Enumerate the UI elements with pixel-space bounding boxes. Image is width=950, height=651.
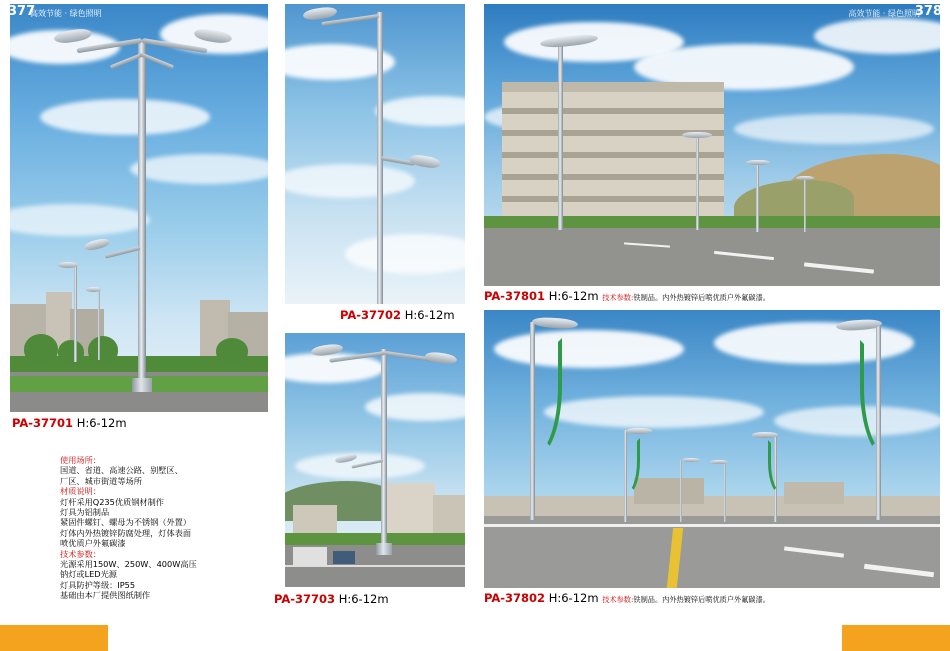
lamp-pole — [724, 462, 726, 522]
figure-height: H:6-12m — [76, 416, 127, 430]
lamp-pole — [98, 290, 100, 360]
spec-line: 国道、省道、高速公路、别墅区、 — [60, 465, 183, 476]
cloud-shape — [544, 396, 764, 428]
building-shape — [502, 196, 724, 202]
figure-height: H:6-12m — [338, 592, 389, 606]
tree-shape — [58, 340, 84, 364]
figure-caption-pa-37703 — [274, 592, 389, 606]
lamp-pole — [138, 40, 146, 390]
building-shape — [381, 483, 435, 539]
building-shape — [502, 108, 724, 114]
figure-code: PA-37702 — [340, 308, 402, 322]
figure-photo-pa-37701 — [10, 4, 268, 412]
vehicle-shape — [333, 551, 355, 564]
tree-shape — [88, 336, 118, 364]
figure-caption-pa-37701 — [12, 416, 127, 430]
spec-line: 钠灯或LED光源 — [60, 569, 117, 580]
cloud-shape — [40, 99, 210, 135]
lamp-head — [796, 176, 814, 180]
tree-shape — [216, 338, 248, 364]
road-marking — [484, 524, 940, 527]
building-shape — [502, 82, 724, 92]
figure-code: PA-37703 — [274, 592, 336, 606]
building-shape — [634, 478, 704, 504]
lamp-pole — [756, 162, 759, 232]
tech-note: 铁制品。内外热镀锌后喷优质户外氟碳漆。 — [633, 293, 770, 302]
figure-photo-pa-37802 — [484, 310, 940, 588]
page-number-right: 378 — [914, 4, 942, 19]
footer-bar-right — [842, 625, 950, 651]
footer-text-right: 高效节能 · 绿色照明 — [848, 9, 920, 18]
lamp-head — [86, 287, 101, 292]
spec-line: 技术参数： — [60, 548, 101, 559]
lamp-head — [682, 132, 712, 138]
lamp-pole — [680, 460, 682, 522]
lamp-pole — [804, 178, 806, 232]
figure-photo-pa-37801 — [484, 4, 940, 286]
spec-line: 厂区、城市街道等场所 — [60, 475, 142, 486]
lamp-pole — [558, 40, 563, 230]
building-shape — [502, 174, 724, 180]
spec-line: 光源采用150W、250W、400W高压 — [60, 559, 197, 570]
spec-line: 灯杆采用Q235优质钢材制作 — [60, 496, 164, 507]
lamp-pole — [696, 134, 699, 230]
spec-text-block — [60, 455, 270, 601]
spec-line: 灯具防护等级：IP55 — [60, 579, 136, 590]
footer-text-left: 高效节能 · 绿色照明 — [30, 9, 102, 18]
page-gutter — [474, 0, 476, 625]
spec-line: 基础由本厂提供图纸制作 — [60, 590, 151, 601]
figure-height: H:6-12m — [404, 308, 455, 322]
spec-line: 使用场所： — [60, 455, 101, 465]
tech-label: 技术参数: — [602, 293, 634, 302]
lamp-head — [682, 458, 700, 462]
vehicle-shape — [293, 547, 327, 565]
lamp-head — [58, 262, 78, 268]
figure-height: H:6-12m — [548, 289, 599, 303]
figure-code: PA-37801 — [484, 289, 546, 303]
spec-line: 材质说明： — [60, 486, 101, 497]
figure-code: PA-37701 — [12, 416, 74, 430]
figure-caption-pa-37801 — [484, 289, 770, 303]
lamp-pole — [74, 266, 77, 362]
spec-line: 灯体内外热镀锌防腐处理，灯体表面 — [60, 527, 192, 538]
tech-note: 铁制品。内外热镀锌后喷优质户外氟碳漆。 — [633, 595, 770, 604]
spec-line: 灯具为铝制品 — [60, 507, 110, 518]
tree-shape — [24, 334, 58, 364]
lamp-pole — [381, 349, 387, 555]
figure-caption-pa-37802 — [484, 591, 770, 605]
road-marking — [285, 565, 465, 567]
spec-line: 紧固件螺钉、螺母为不锈钢（外置） — [60, 517, 192, 528]
figure-height: H:6-12m — [548, 591, 599, 605]
building-shape — [502, 152, 724, 158]
lamp-head — [626, 428, 652, 434]
cloud-shape — [130, 154, 268, 184]
footer-bar-left — [0, 625, 108, 651]
tech-label: 技术参数: — [602, 595, 634, 604]
cloud-shape — [734, 114, 934, 144]
figure-code: PA-37802 — [484, 591, 546, 605]
lamp-head — [710, 460, 728, 464]
figure-photo-pa-37702 — [285, 4, 465, 304]
lamp-head — [752, 432, 778, 438]
road-surface — [484, 228, 940, 286]
spec-line: 喷优质户外氟碳漆 — [60, 538, 126, 549]
page-number-left: 377 — [8, 4, 36, 19]
lamp-head — [746, 160, 770, 165]
lamp-base — [132, 378, 152, 392]
cloud-shape — [774, 406, 940, 436]
figure-photo-pa-37703 — [285, 333, 465, 587]
building-shape — [784, 482, 844, 504]
figure-caption-pa-37702 — [340, 308, 455, 322]
lamp-base — [376, 543, 392, 555]
